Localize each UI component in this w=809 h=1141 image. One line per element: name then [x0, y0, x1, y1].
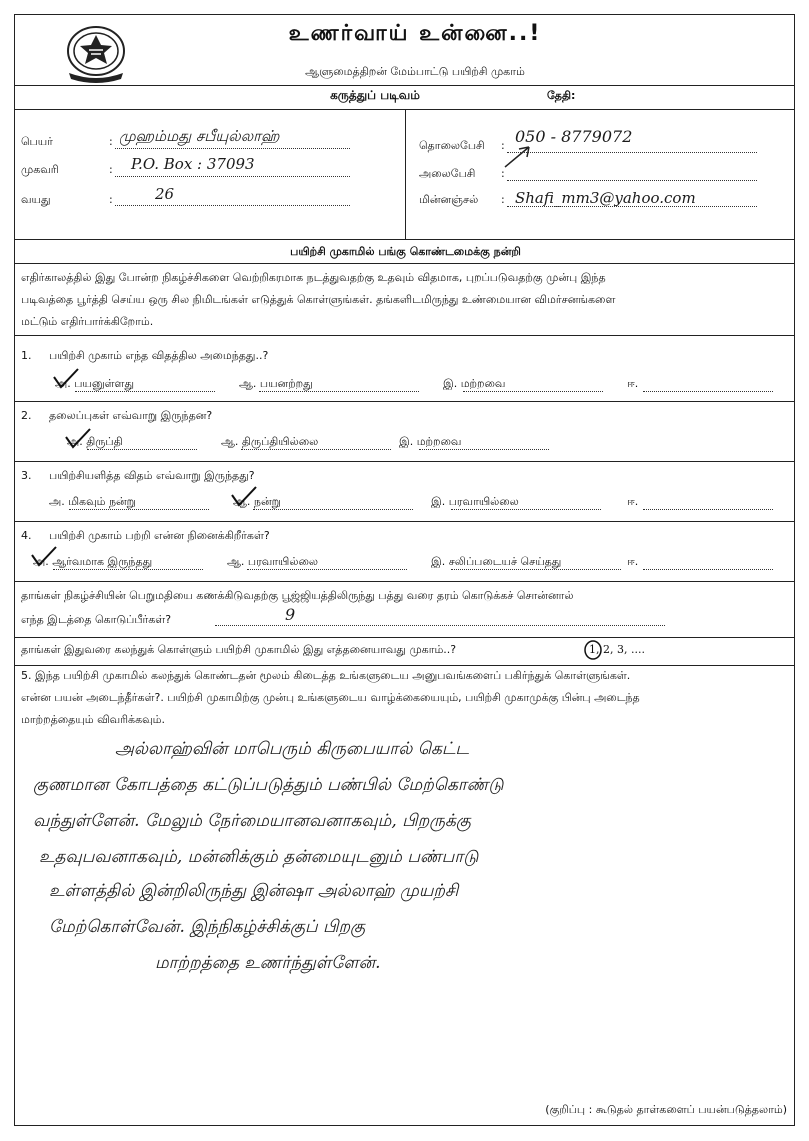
date-label: தேதி:: [547, 89, 576, 102]
thanks-banner: பயிற்சி முகாமில் பங்கு கொண்டமைக்கு நன்றி: [290, 245, 521, 258]
q2-option-c[interactable]: இ. மற்றவை: [399, 435, 462, 448]
rating-question-line-1: தாங்கள் நிகழ்ச்சியின் பெறுமதியை கணக்கிடுவதற்கு பூஜ்ஜியத்திலிருந்து பத்து வரை தரம் கொடுக்கச் சொன்னால்: [21, 589, 574, 602]
check-mark-icon: [29, 545, 59, 569]
q3-option-b[interactable]: ஆ. நன்று: [233, 495, 281, 508]
q3-option-d[interactable]: ஈ.: [627, 495, 639, 508]
check-mark-icon: [63, 427, 93, 451]
q3-option-a[interactable]: அ. மிகவும் நன்று: [49, 495, 136, 508]
question-4: 4. பயிற்சி முகாம் பற்றி என்ன நினைக்கிறீர்கள்?: [21, 529, 270, 542]
answer-line: மேற்கொள்வேன். இந்நிகழ்ச்சிக்குப் பிறகு: [49, 917, 366, 937]
intro-line-2: படிவத்தை பூர்த்தி செய்ய ஒரு சில நிமிடங்கள் எடுத்துக் கொள்ளுங்கள். தங்களிடமிருந்து உண்மையான விமர்சனங்களை: [21, 293, 616, 306]
check-mark-icon: [51, 367, 81, 391]
footnote: (குறிப்பு : கூடுதல் தாள்களைப் பயன்படுத்தலாம்): [545, 1103, 787, 1116]
answer-line: அல்லாஹ்வின் மாபெரும் கிருபையால் கெட்ட: [115, 739, 469, 759]
q5-line-3: மாற்றத்தையும் விவரிக்கவும்.: [21, 713, 165, 726]
answer-line: உதவுபவனாகவும், மன்னிக்கும் தன்மையுடனும் பண்பாடு: [39, 847, 479, 867]
name-label: பெயர்: [21, 135, 53, 148]
arrow-mark: [499, 141, 539, 171]
answer-line: குணமான கோபத்தை கட்டுப்படுத்தும் பண்பில் மேற்கொண்டு: [33, 775, 504, 795]
question-2: 2. தலைப்புகள் எவ்வாறு இருந்தன?: [21, 409, 213, 422]
q2-option-b[interactable]: ஆ. திருப்தியில்லை: [221, 435, 319, 448]
q4-option-c[interactable]: இ. சலிப்படையச் செய்தது: [431, 555, 562, 568]
q1-option-b[interactable]: ஆ. பயனற்றது: [239, 377, 313, 390]
intro-line-3: மட்டும் எதிர்பார்க்கிறோம்.: [21, 315, 154, 328]
logo: [61, 21, 131, 87]
q5-line-2: என்ன பயன் அடைந்தீர்கள்?. பயிற்சி முகாமிற்கு முன்பு உங்களுடைய வாழ்க்கையையும், பயிற்சி முகாமுக்கு பின்பு அடைந்த: [21, 691, 640, 704]
q1-option-c[interactable]: இ. மற்றவை: [443, 377, 506, 390]
q4-option-a[interactable]: அ. ஆர்வமாக இருந்தது: [33, 555, 153, 568]
form-main-title: உணர்வாய் உன்னை..!: [288, 21, 542, 46]
age-field[interactable]: 26: [155, 185, 175, 203]
form-subtitle: ஆளுமைத்திறன் மேம்பாட்டு பயிற்சி முகாம்: [305, 65, 525, 78]
q5-line-1: 5. இந்த பயிற்சி முகாமில் கலந்துக் கொண்டதன் மூலம் கிடைத்த உங்களுடைய அனுபவங்களைப் பகிர்ந்துக் கொள்ளுங்கள்.: [21, 669, 631, 682]
selection-circle-icon: [583, 639, 603, 661]
question-1: 1. பயிற்சி முகாம் எந்த விதத்தில அமைந்தது..?: [21, 349, 269, 362]
rating-question-line-2: எந்த இடத்தை கொடுப்பீர்கள்?: [21, 613, 172, 626]
q3-option-c[interactable]: இ. பரவாயில்லை: [431, 495, 519, 508]
feedback-form: உணர்வாய் உன்னை..! ஆளுமைத்திறன் மேம்பாட்டு பயிற்சி முகாம் கருத்துப் படிவம் தேதி: பெயர் : முஹம்மது சபீயுல்லாஹ் முகவரி : P.O. Box : 37093 வயது : 26 தொலைபேசி : 050 - 8779072 அலைபேசி : மின்னஞ்சல் : Shafi_mm3@yahoo.com பயிற்சி முகாமில் பங்கு கொண்டமைக்கு நன்றி எதிர்காலத்தில் இது போன்ற நிகழ்ச்சிகளை வெற்றிகரமாக நடத்துவதற்கு உதவும் விதமாக, புறப்படுவதற்கு முன்பு இந்த படிவத்தை பூர்த்தி செய்ய ஒரு சில நிமிடங்கள் எடுத்துக் கொள்ளுங்கள். தங்களிடமிருந்து உண்மையான விமர்சனங்களை மட்டும் எதிர்பார்க்கிறோம். 1. பயிற்சி முகாம் எந்த விதத்தில அமைந்தது..? அ. பயனுள்ளது ஆ. பயனற்றது இ. மற்றவை ஈ. 2. தலைப்புகள் எவ்வாறு இருந்தன? அ. திருப்தி ஆ. திருப்தியில்லை இ. மற்றவை 3. பயிற்சியளித்த விதம் எவ்வாறு இருந்தது? அ. மிகவும் நன்று ஆ. நன்று இ. பரவாயில்லை ஈ. 4. பயிற்சி முகாம் பற்றி என்ன நினைக்கிறீர்கள்? அ. ஆர்வமாக இருந்தது ஆ. பரவாயில்லை இ. சலிப்படையச் செய்தது ஈ. தாங்கள் நிகழ்ச்சியின் பெறுமதியை கணக்கிடுவதற்கு பூஜ்ஜியத்திலிருந்து பத்து வரை தரம் கொடுக்கச் சொன்னால் எந்த இடத்தை கொடுப்பீர்கள்? 9 தாங்கள் இதுவரை கலந்துக் கொள்ளும் பயிற்சி முகாமில் இது எத்தனையாவது முகாம்..? 1, 2, 3, .... 5. இந்த பயிற்சி முகாமில் கலந்துக் கொண்டதன் மூலம் கிடைத்த உங்களுடைய அனுபவங்களைப் பகிர்ந்துக் கொள்ளுங்கள். என்ன பயன் அடைந்தீர்கள்?. பயிற்சி முகாமிற்கு முன்பு உங்களுடைய வாழ்க்கையையும், பயிற்சி முகாமுக்கு பின்பு அடைந்த மாற்றத்தையும் விவரிக்கவும். அல்லாஹ்வின் மாபெரும் கிருபையால் கெட்ட குணமான கோபத்தை கட்டுப்படுத்தும் பண்பில் மேற்கொண்டு வந்துள்ளேன். மேலும் நேர்மையானவனாகவும், பிறருக்கு உதவுபவனாகவும், மன்னிக்கும் தன்மையுடனும் பண்பாடு உள்ளத்தில் இன்றிலிருந்து இன்ஷா அல்லாஹ் முயற்சி மேற்கொள்வேன். இந்நிகழ்ச்சிக்குப் பிறகு மாற்றத்தை உணர்ந்துள்ளேன். (குறிப்பு : கூடுதல் தாள்களைப் பயன்படுத்தலாம்): [14, 14, 795, 1126]
check-mark-icon: [229, 485, 259, 509]
form-title: கருத்துப் படிவம்: [330, 88, 420, 102]
q4-option-d[interactable]: ஈ.: [627, 555, 639, 568]
q1-option-d[interactable]: ஈ.: [627, 377, 639, 390]
answer-area[interactable]: [15, 735, 796, 1035]
address-label: முகவரி: [21, 163, 59, 176]
name-field[interactable]: முஹம்மது சபீயுல்லாஹ்: [119, 127, 280, 145]
address-field[interactable]: P.O. Box : 37093: [131, 155, 255, 173]
age-label: வயது: [21, 193, 51, 206]
q2-option-a[interactable]: அ. திருப்தி: [67, 435, 123, 448]
answer-line: உள்ளத்தில் இன்றிலிருந்து இன்ஷா அல்லாஹ் முயற்சி: [49, 881, 459, 901]
phone-label: தொலைபேசி: [419, 139, 485, 152]
q1-option-a[interactable]: அ. பயனுள்ளது: [55, 377, 134, 390]
mobile-label: அலைபேசி: [419, 167, 476, 180]
intro-line-1: எதிர்காலத்தில் இது போன்ற நிகழ்ச்சிகளை வெற்றிகரமாக நடத்துவதற்கு உதவும் விதமாக, புறப்படுவதற்கு முன்பு இந்த: [21, 271, 606, 284]
camp-count-question: தாங்கள் இதுவரை கலந்துக் கொள்ளும் பயிற்சி முகாமில் இது எத்தனையாவது முகாம்..?: [21, 643, 457, 656]
phone-field[interactable]: 050 - 8779072: [515, 127, 633, 146]
email-field[interactable]: Shafi_mm3@yahoo.com: [515, 189, 696, 207]
q4-option-b[interactable]: ஆ. பரவாயில்லை: [227, 555, 319, 568]
answer-line: வந்துள்ளேன். மேலும் நேர்மையானவனாகவும், பிறருக்கு: [33, 811, 471, 831]
rating-value[interactable]: 9: [285, 605, 296, 624]
camp-count-choices[interactable]: 1, 2, 3, ....: [589, 643, 645, 656]
answer-line: மாற்றத்தை உணர்ந்துள்ளேன்.: [155, 953, 381, 973]
email-label: மின்னஞ்சல்: [419, 193, 479, 206]
question-3: 3. பயிற்சியளித்த விதம் எவ்வாறு இருந்தது?: [21, 469, 255, 482]
